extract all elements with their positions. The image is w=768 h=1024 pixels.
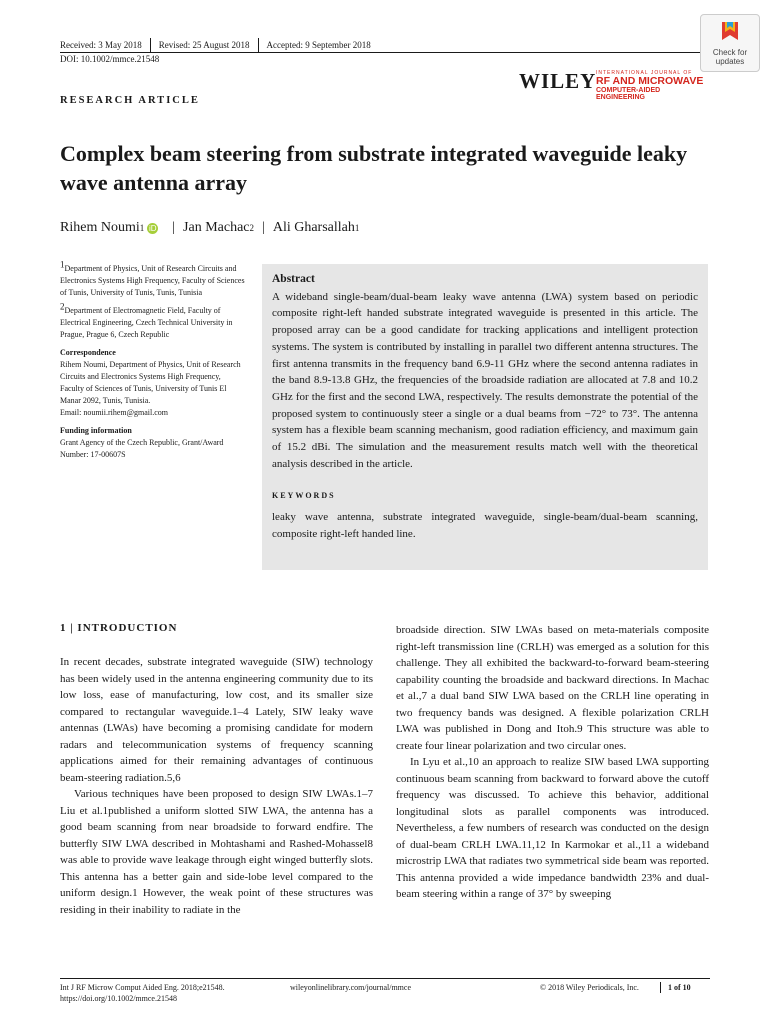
correspondence-email[interactable]: Email: noumii.rihem@gmail.com [60, 408, 169, 417]
funding-text: Grant Agency of the Czech Republic, Grant/Award Number: 17-00607S [60, 438, 224, 459]
crossmark-icon [718, 19, 742, 43]
article-title: Complex beam steering from substrate integrated waveguide leaky wave antenna array [60, 141, 688, 195]
badge-line1: Check for [712, 48, 748, 57]
divider [660, 982, 661, 993]
funding-heading: Funding information [60, 426, 132, 435]
doi[interactable]: DOI: 10.1002/mmce.21548 [60, 54, 160, 64]
author-name[interactable]: Jan Machac [183, 220, 250, 235]
journal-prefix: INTERNATIONAL JOURNAL OF [596, 70, 693, 76]
doi-link[interactable]: https://doi.org/10.1002/mmce.21548 [60, 994, 177, 1003]
correspondence-text: Rihem Noumi, Department of Physics, Unit of Research Circuits and Electronics Systems High Frequency, Faculty of Sciences of Tunis, University of Tunis El Manar 2092, Tunis, Tunisia. [60, 360, 241, 405]
footer-citation [60, 982, 225, 1004]
body-column-left [60, 654, 373, 918]
body-column-right [396, 622, 709, 903]
accepted-date: Accepted: 9 September 2018 [266, 40, 371, 50]
correspondence-heading: Correspondence [60, 348, 116, 357]
author-separator: | [262, 220, 265, 235]
keywords-text: leaky wave antenna, substrate integrated waveguide, single-beam/dual-beam scanning, composite right-left handed line. [272, 511, 698, 540]
journal-logo [596, 70, 706, 101]
received-date: Received: 3 May 2018 [60, 40, 142, 50]
page-number: 1 of 10 [668, 983, 691, 992]
abstract-box [262, 264, 708, 570]
orcid-icon[interactable]: iD [148, 223, 157, 233]
citation-text: Int J RF Microw Comput Aided Eng. 2018;e21548. [60, 983, 225, 992]
journal-subname: COMPUTER-AIDED ENGINEERING [596, 87, 661, 101]
affiliations-column [60, 259, 245, 467]
author-list: Rihem Noumi 1 iD | Jan Machac 2 | Ali Gharsallah 1 [60, 220, 360, 235]
paragraph: Various techniques have been proposed to design SIW LWAs.1–7 Liu et al.1published a uniform slotted SIW LWA, the antenna has a good beam scanning from near broadside to forward endfire. The butterfly SIW LWA described in Mohtashami and Rashed-Mohassel8 was able to provide wave leakage through eight winged butterfly slots. This antenna has a better gain and side-lobe level compared to the uniform design.1 However, the weak point of these structures was residing in their inability to radiate in the [60, 788, 373, 916]
journal-name: RF AND MICROWAVE [596, 75, 704, 87]
copyright: © 2018 Wiley Periodicals, Inc. [540, 983, 639, 992]
publisher-logo: WILEY [519, 69, 597, 93]
revised-date: Revised: 25 August 2018 [158, 40, 250, 50]
header-rule [60, 52, 700, 53]
affiliation-sup: 2 [60, 301, 65, 312]
journal-site-link[interactable]: wileyonlinelibrary.com/journal/mmce [290, 983, 411, 992]
paragraph: broadside direction. SIW LWAs based on meta-materials composite right-left transmission line (CRLH) was emerged as a solution for this challenge. They all exhibited the backward-to-forward beam-steering capability counting the broadside and backward directions. In Machac et al.,7 a dual band SIW LWA based on the CRLH line operating in two frequency bands was designed. A flexible polarization CRLH LWA was published in Dong and Itoh.9 This structure was able to create four linear polarization and two circular ones. [396, 624, 709, 752]
affiliation-1 [60, 259, 245, 299]
article-type: RESEARCH ARTICLE [60, 95, 200, 106]
affiliation-sup: 1 [60, 259, 65, 270]
affiliation-text: Department of Physics, Unit of Research Circuits and Electronics Systems High Frequency, Faculty of Sciences of Tunis, University of Tunis, Tunis, Tunisia [60, 264, 245, 297]
paragraph: In recent decades, substrate integrated waveguide (SIW) technology has been widely used in the antenna engineering community due to its low loss, ease of manufacturing, low cost, and its smaller size compared to rectangular waveguide.1–4 Lately, SIW leaky wave antennas (LWAs) have becoming a promising candidate for modern radars and telecommunication systems of frequency scanning applications aimed for their remaining advantages of continuous beam-steering radiation.5,6 [60, 656, 373, 784]
keywords-heading: KEYWORDS [272, 491, 336, 501]
author-separator: | [172, 220, 176, 235]
paragraph: In Lyu et al.,10 an approach to realize SIW based LWA supporting continuous beam scanning from backward to forward above the cutoff frequency was discussed. To achieve this behavior, additional longitudinal slots as parallel components was introduced. Nevertheless, a few numbers of research was conducted on the design of dual-beam CRLH LWA.11,12 In Karmokar et al.,11 a wideband microstrip LWA that radiates two symmetrical side beam was reported. This antenna provided a wide impedance bandwidth 23% and dual-beam steering within a range of 37° by sweeping [396, 756, 709, 900]
abstract-text: A wideband single-beam/dual-beam leaky wave antenna (LWA) system based on periodic composite right-left handed substrate integrated waveguide is presented in this article. The proposed array can be a good candidate for tracking applications and intelligent protection systems. The system is contributed by installing in parallel two different antenna structures. The first antenna transmits in the frequency band 6.9-11 GHz where the second antenna radiates in the band 8.9-13.8 GHz, the frequencies of the broadside radiation are allocated at 7.8 and 10.2 GHz for the first and the second LWA, respectively. The results demonstrate the potential of the proposed system to continuously steer a single or a dual beams from −72° to 73°. The antenna system has a flexible beam scanning mechanism, good radiation efficiency, and maximum gain of 15.2 dBi. The simulation and the measurement results match well with the theoretical analysis described in the article. [272, 290, 698, 470]
check-for-updates-badge[interactable] [700, 14, 760, 72]
badge-line2: updates [715, 57, 745, 66]
author-name[interactable]: Ali Gharsallah [272, 220, 355, 235]
footer-rule [60, 978, 710, 979]
abstract-heading: Abstract [272, 273, 315, 285]
article-dates [60, 38, 379, 52]
affiliation-2 [60, 301, 245, 341]
section-heading: 1 | INTRODUCTION [60, 622, 178, 634]
author-name[interactable]: Rihem Noumi [60, 220, 140, 235]
affiliation-text: Department of Electromagnetic Field, Faculty of Electrical Engineering, Czech Technical University in Prague, Prague 6, Czech Republic [60, 306, 233, 339]
